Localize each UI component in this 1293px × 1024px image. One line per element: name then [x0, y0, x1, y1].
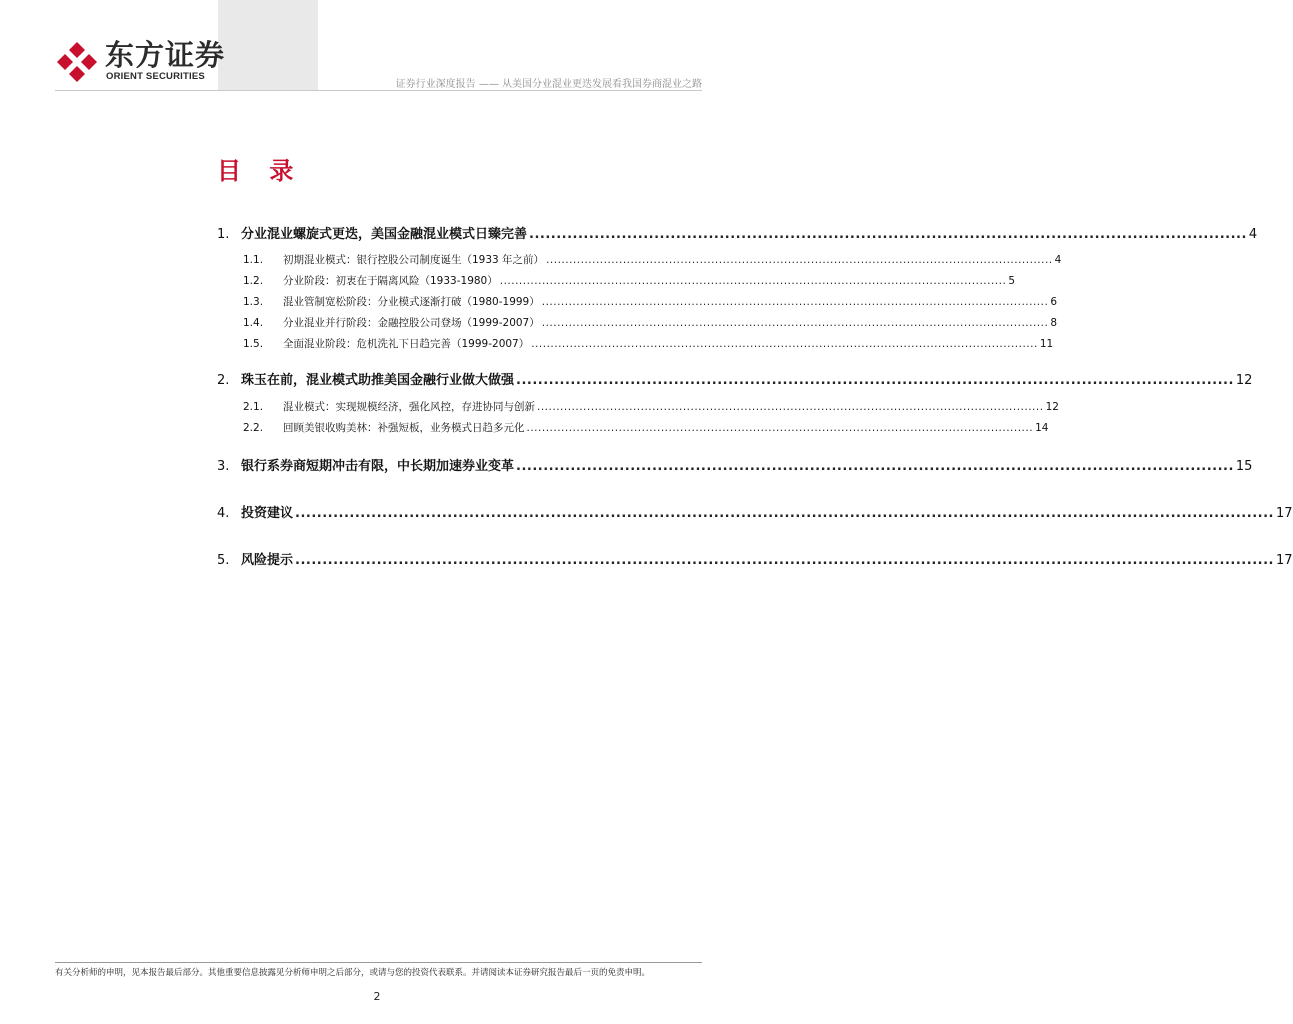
toc-item-1-5[interactable]	[243, 336, 1054, 351]
toc-item-page: 17	[1275, 553, 1293, 568]
toc-item-number: 2.	[217, 373, 230, 388]
brand-name-cn: 东方证券	[105, 38, 226, 72]
toc-title: 目 录	[217, 157, 304, 185]
toc-item-page: 12	[1045, 401, 1059, 413]
toc-item-number: 5.	[217, 553, 230, 568]
toc-item-5[interactable]	[217, 549, 1293, 568]
toc-leader-dots: ....................................................................................................................................	[541, 317, 1049, 329]
toc-item-number: 3.	[217, 459, 230, 474]
toc-item-1-2[interactable]	[243, 273, 1015, 288]
toc-item-label: 混业管制宽松阶段：分业模式逐渐打破（1980-1999）	[283, 296, 540, 308]
toc-leader-dots: ....................................................................................................................................	[537, 401, 1044, 413]
toc-item-number: 1.	[217, 227, 230, 242]
toc-item-1[interactable]	[217, 223, 1258, 242]
toc-leader-dots: ....................................................................................................................................	[541, 296, 1049, 308]
toc-item-label: 珠玉在前，混业模式助推美国金融行业做大做强	[241, 373, 515, 388]
toc-item-page: 11	[1039, 338, 1054, 350]
toc-item-1-4[interactable]	[243, 315, 1057, 330]
company-logo	[55, 38, 255, 88]
orient-securities-logo-icon	[55, 40, 99, 84]
footer-divider	[55, 962, 702, 963]
toc-item-label: 全面混业阶段：危机洗礼下日趋完善（1999-2007）	[283, 338, 530, 350]
page-number: 2	[373, 990, 381, 1003]
toc-item-label: 银行系券商短期冲击有限，中长期加速券业变革	[241, 459, 515, 474]
toc-item-page: 4	[1248, 227, 1258, 242]
toc-item-number: 1.2.	[243, 275, 264, 287]
toc-item-page: 6	[1050, 296, 1057, 308]
toc-item-label: 初期混业模式：银行控股公司制度诞生（1933 年之前）	[283, 254, 545, 266]
toc-item-2-2[interactable]	[243, 420, 1049, 435]
toc-item-number: 1.5.	[243, 338, 264, 350]
toc-item-page: 4	[1054, 254, 1062, 266]
toc-item-label: 分业混业并行阶段：金融控股公司登场（1999-2007）	[283, 317, 540, 329]
toc-item-label: 分业阶段：初衷在于隔离风险（1933-1980）	[283, 275, 498, 287]
toc-leader-dots: ....................................................................................................................................................................................	[295, 553, 1274, 568]
toc-item-1-1[interactable]	[243, 252, 1062, 267]
toc-item-number: 4.	[217, 506, 230, 521]
toc-item-page: 5	[1008, 275, 1015, 287]
toc-item-page: 15	[1235, 459, 1253, 474]
toc-item-number: 1.1.	[243, 254, 264, 266]
toc-item-label: 分业混业螺旋式更迭，美国金融混业模式日臻完善	[241, 227, 528, 242]
toc-item-4[interactable]	[217, 502, 1293, 521]
toc-item-label: 风险提示	[241, 553, 294, 568]
toc-item-1-3[interactable]	[243, 294, 1057, 309]
toc-item-2[interactable]	[217, 369, 1253, 388]
toc-item-label: 回顾美银收购美林：补强短板，业务模式日趋多元化	[283, 422, 525, 434]
toc-item-page: 17	[1275, 506, 1293, 521]
toc-leader-dots: ....................................................................................................................................	[499, 275, 1007, 287]
toc-item-2-1[interactable]	[243, 399, 1059, 414]
toc-item-label: 混业模式：实现规模经济，强化风控，存进协同与创新	[283, 401, 535, 413]
toc-item-number: 1.4.	[243, 317, 264, 329]
toc-item-label: 投资建议	[241, 506, 294, 521]
toc-leader-dots: ....................................................................................................................................	[516, 459, 1234, 474]
toc-item-3[interactable]	[217, 455, 1253, 474]
toc-leader-dots: ....................................................................................................................................	[529, 227, 1247, 242]
toc-item-page: 12	[1235, 373, 1253, 388]
toc-item-page: 14	[1035, 422, 1049, 434]
report-header-title: 证券行业深度报告 —— 从美国分业混业更迭发展看我国券商混业之路	[395, 79, 702, 90]
toc-leader-dots: ....................................................................................................................................	[516, 373, 1234, 388]
toc-leader-dots: ....................................................................................................................................................................................	[295, 506, 1274, 521]
toc-item-number: 2.1.	[243, 401, 264, 413]
toc-leader-dots: ....................................................................................................................................	[531, 338, 1038, 350]
toc-item-number: 2.2.	[243, 422, 264, 434]
header-divider	[55, 90, 702, 91]
toc-leader-dots: ....................................................................................................................................	[526, 422, 1034, 434]
brand-name-en: ORIENT SECURITIES	[106, 71, 205, 82]
footer-disclaimer: 有关分析师的申明，见本报告最后部分。其他重要信息披露见分析师申明之后部分，或请与您的投资代表联系。并请阅读本证券研究报告最后一页的免责申明。	[55, 968, 651, 978]
toc-item-number: 1.3.	[243, 296, 264, 308]
toc-leader-dots: ....................................................................................................................................	[546, 254, 1053, 266]
toc-item-page: 8	[1050, 317, 1057, 329]
